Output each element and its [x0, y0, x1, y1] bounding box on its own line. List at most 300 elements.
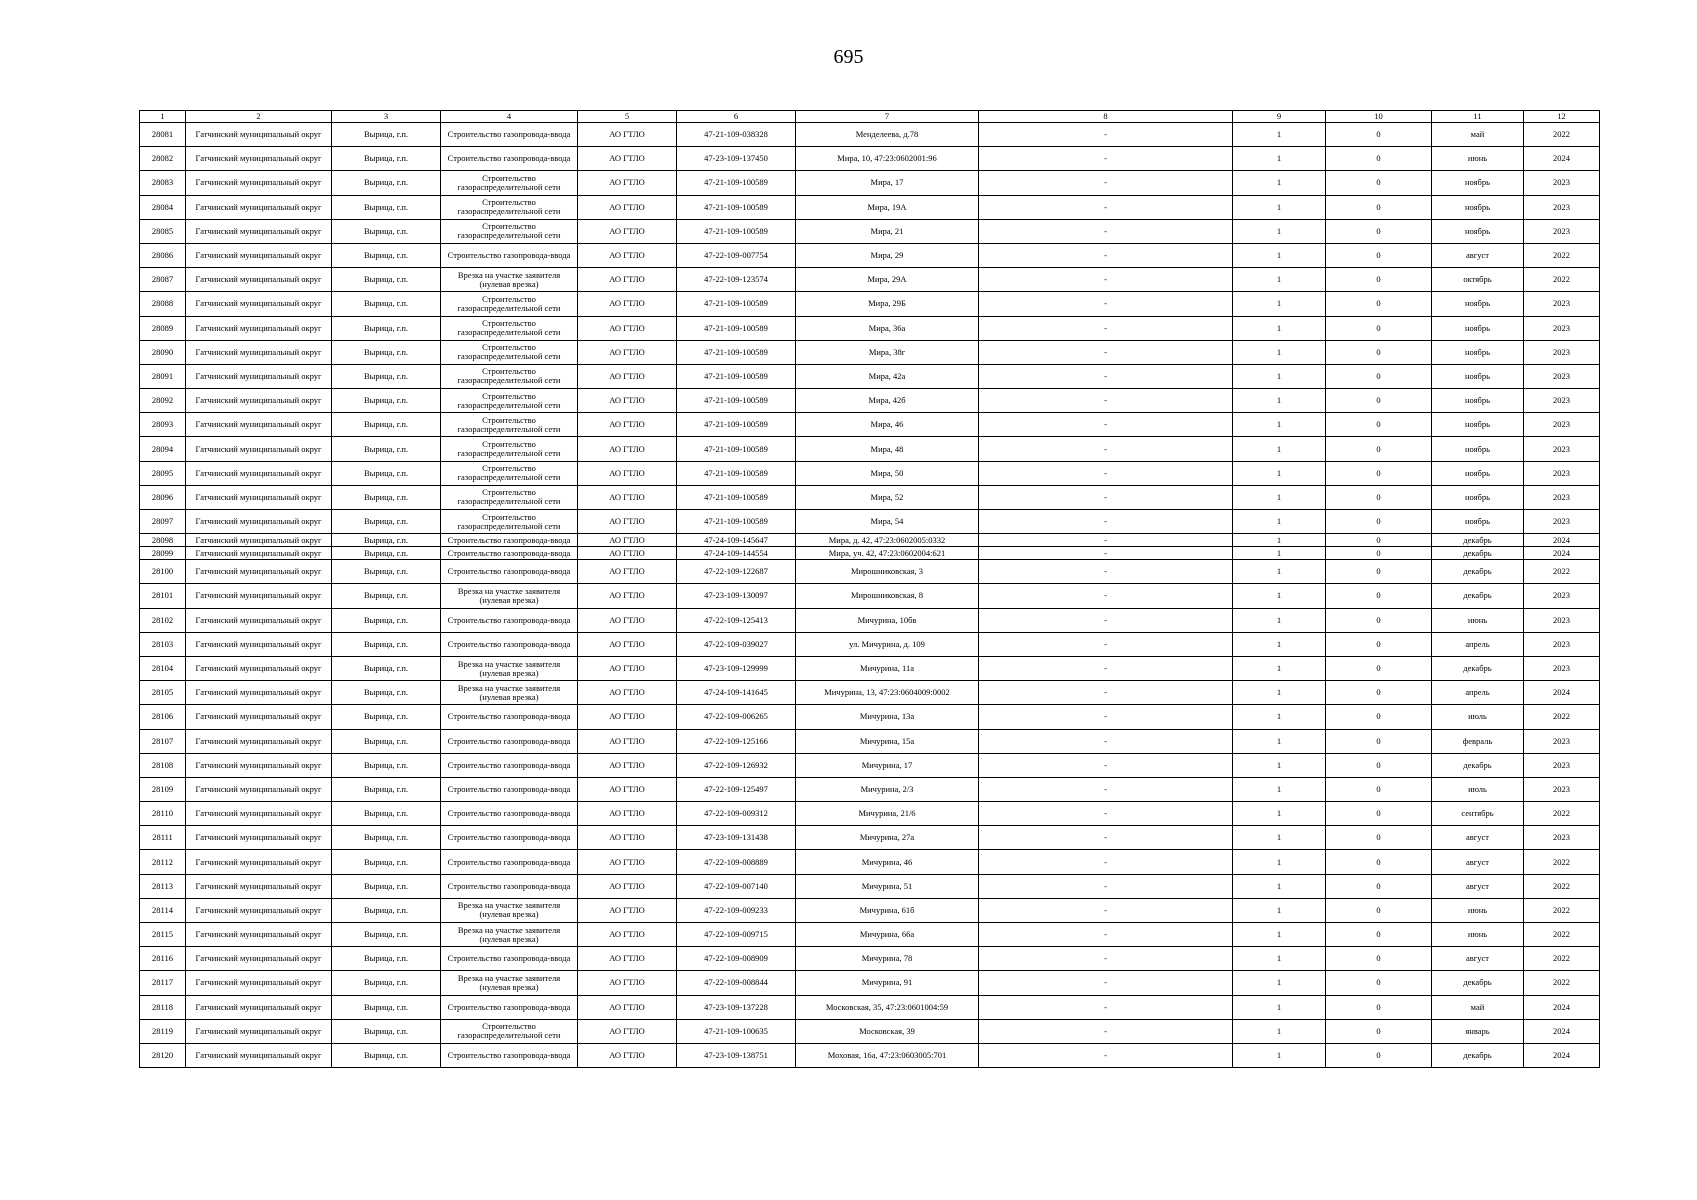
table-cell: 28090: [140, 340, 186, 364]
table-cell: 2023: [1524, 753, 1600, 777]
table-cell: 1: [1233, 1019, 1326, 1043]
table-cell: Вырица, г.п.: [332, 340, 441, 364]
table-cell: 2024: [1524, 547, 1600, 560]
column-header: 11: [1432, 111, 1524, 123]
table-cell: 47-22-109-007754: [677, 243, 796, 267]
table-cell: ноябрь: [1432, 437, 1524, 461]
table-cell: Мичурина, 15а: [796, 729, 979, 753]
table-cell: АО ГТЛО: [578, 219, 677, 243]
table-cell: 2022: [1524, 243, 1600, 267]
table-cell: 47-22-109-125413: [677, 608, 796, 632]
table-cell: Вырица, г.п.: [332, 874, 441, 898]
table-cell: Гатчинский муниципальный округ: [186, 340, 332, 364]
table-cell: декабрь: [1432, 1043, 1524, 1067]
table-cell: 28108: [140, 753, 186, 777]
table-cell: 47-21-109-100589: [677, 171, 796, 195]
table-cell: ноябрь: [1432, 413, 1524, 437]
table-cell: Вырица, г.п.: [332, 292, 441, 316]
table-cell: Вырица, г.п.: [332, 656, 441, 680]
table-cell: 28084: [140, 195, 186, 219]
table-cell: декабрь: [1432, 547, 1524, 560]
table-cell: май: [1432, 123, 1524, 147]
table-cell: Вырица, г.п.: [332, 219, 441, 243]
table-cell: Мира, 29А: [796, 268, 979, 292]
table-cell: 0: [1326, 971, 1432, 995]
table-cell: Гатчинский муниципальный округ: [186, 195, 332, 219]
table-row: [140, 656, 1600, 680]
table-cell: Вырица, г.п.: [332, 681, 441, 705]
table-cell: 1: [1233, 413, 1326, 437]
table-cell: 0: [1326, 729, 1432, 753]
table-cell: декабрь: [1432, 584, 1524, 608]
table-cell: 47-23-109-137450: [677, 147, 796, 171]
column-header: 12: [1524, 111, 1600, 123]
table-cell: 1: [1233, 656, 1326, 680]
table-cell: Вырица, г.п.: [332, 1019, 441, 1043]
table-cell: 1: [1233, 850, 1326, 874]
table-cell: 0: [1326, 681, 1432, 705]
table-cell: 28113: [140, 874, 186, 898]
table-cell: 2022: [1524, 802, 1600, 826]
table-cell: -: [979, 534, 1233, 547]
table-cell: 47-22-109-125166: [677, 729, 796, 753]
table-cell: ноябрь: [1432, 461, 1524, 485]
table-cell: 2023: [1524, 608, 1600, 632]
table-row: [140, 874, 1600, 898]
table-cell: 1: [1233, 364, 1326, 388]
table-cell: Строительство газораспределительной сети: [441, 413, 578, 437]
table-cell: -: [979, 1019, 1233, 1043]
table-cell: 0: [1326, 632, 1432, 656]
table-cell: Гатчинский муниципальный округ: [186, 923, 332, 947]
table-cell: 28109: [140, 777, 186, 801]
table-cell: Строительство газораспределительной сети: [441, 510, 578, 534]
table-cell: АО ГТЛО: [578, 389, 677, 413]
table-cell: 0: [1326, 413, 1432, 437]
table-cell: -: [979, 729, 1233, 753]
table-row: [140, 147, 1600, 171]
table-cell: Вырица, г.п.: [332, 584, 441, 608]
table-cell: 1: [1233, 243, 1326, 267]
table-cell: Гатчинский муниципальный округ: [186, 389, 332, 413]
table-cell: июнь: [1432, 147, 1524, 171]
table-cell: -: [979, 923, 1233, 947]
table-cell: АО ГТЛО: [578, 195, 677, 219]
table-cell: 2022: [1524, 268, 1600, 292]
table-cell: Мира, 46: [796, 413, 979, 437]
table-cell: Мирошниковская, 8: [796, 584, 979, 608]
table-cell: Строительство газопровода-ввода: [441, 608, 578, 632]
table-cell: Мира, 17: [796, 171, 979, 195]
table-cell: август: [1432, 243, 1524, 267]
table-cell: 1: [1233, 729, 1326, 753]
table-row: [140, 243, 1600, 267]
table-cell: Мира, 48: [796, 437, 979, 461]
table-cell: 1: [1233, 340, 1326, 364]
table-cell: ноябрь: [1432, 292, 1524, 316]
table-row: [140, 389, 1600, 413]
table-cell: АО ГТЛО: [578, 753, 677, 777]
table-cell: Гатчинский муниципальный округ: [186, 656, 332, 680]
table-cell: Мичурина, 10бв: [796, 608, 979, 632]
table-cell: 47-24-109-145647: [677, 534, 796, 547]
table-cell: апрель: [1432, 681, 1524, 705]
table-cell: ноябрь: [1432, 316, 1524, 340]
table-cell: декабрь: [1432, 534, 1524, 547]
table-cell: Строительство газораспределительной сети: [441, 461, 578, 485]
table-cell: АО ГТЛО: [578, 437, 677, 461]
table-cell: 1: [1233, 389, 1326, 413]
table-cell: АО ГТЛО: [578, 874, 677, 898]
table-cell: Гатчинский муниципальный округ: [186, 510, 332, 534]
table-cell: 28116: [140, 947, 186, 971]
table-cell: 28117: [140, 971, 186, 995]
table-cell: 28100: [140, 560, 186, 584]
table-cell: август: [1432, 947, 1524, 971]
table-cell: АО ГТЛО: [578, 850, 677, 874]
table-cell: -: [979, 195, 1233, 219]
table-cell: 28098: [140, 534, 186, 547]
table-cell: Мира, 42б: [796, 389, 979, 413]
table-cell: 0: [1326, 656, 1432, 680]
table-cell: АО ГТЛО: [578, 292, 677, 316]
table-cell: -: [979, 705, 1233, 729]
column-header: 4: [441, 111, 578, 123]
table-cell: АО ГТЛО: [578, 268, 677, 292]
table-cell: 0: [1326, 389, 1432, 413]
table-cell: 1: [1233, 268, 1326, 292]
table-cell: 2023: [1524, 826, 1600, 850]
table-cell: 47-24-109-141645: [677, 681, 796, 705]
table-cell: 28102: [140, 608, 186, 632]
table-cell: 1: [1233, 437, 1326, 461]
table-cell: 0: [1326, 485, 1432, 509]
table-cell: Вырица, г.п.: [332, 413, 441, 437]
table-cell: Врезка на участке заявителя (нулевая врезка): [441, 898, 578, 922]
table-cell: Вырица, г.п.: [332, 826, 441, 850]
table-cell: -: [979, 971, 1233, 995]
table-cell: 1: [1233, 898, 1326, 922]
table-cell: 28081: [140, 123, 186, 147]
table-cell: 47-22-109-125497: [677, 777, 796, 801]
table-cell: Строительство газопровода-ввода: [441, 850, 578, 874]
table-cell: -: [979, 316, 1233, 340]
table-cell: -: [979, 485, 1233, 509]
table-cell: 1: [1233, 485, 1326, 509]
table-cell: Гатчинский муниципальный округ: [186, 292, 332, 316]
table-cell: 2022: [1524, 123, 1600, 147]
table-cell: 2023: [1524, 485, 1600, 509]
table-row: [140, 971, 1600, 995]
table-cell: АО ГТЛО: [578, 729, 677, 753]
table-cell: -: [979, 219, 1233, 243]
table-cell: 2022: [1524, 560, 1600, 584]
table-cell: Строительство газопровода-ввода: [441, 632, 578, 656]
table-cell: июнь: [1432, 608, 1524, 632]
table-cell: 1: [1233, 584, 1326, 608]
table-row: [140, 802, 1600, 826]
table-cell: Мира, 36а: [796, 316, 979, 340]
table-cell: Вырица, г.п.: [332, 461, 441, 485]
table-cell: АО ГТЛО: [578, 898, 677, 922]
table-cell: Гатчинский муниципальный округ: [186, 802, 332, 826]
table-cell: 1: [1233, 510, 1326, 534]
table-cell: Вырица, г.п.: [332, 485, 441, 509]
table-cell: ноябрь: [1432, 171, 1524, 195]
table-cell: ноябрь: [1432, 485, 1524, 509]
table-cell: 1: [1233, 971, 1326, 995]
table-cell: -: [979, 147, 1233, 171]
table-cell: Гатчинский муниципальный округ: [186, 268, 332, 292]
table-cell: Строительство газораспределительной сети: [441, 1019, 578, 1043]
table-cell: АО ГТЛО: [578, 681, 677, 705]
table-cell: Московская, 35, 47:23:0601004:59: [796, 995, 979, 1019]
table-cell: Строительство газопровода-ввода: [441, 995, 578, 1019]
table-cell: 47-22-109-123574: [677, 268, 796, 292]
table-cell: Вырица, г.п.: [332, 364, 441, 388]
table-cell: Вырица, г.п.: [332, 389, 441, 413]
table-row: [140, 608, 1600, 632]
table-cell: Мира, 19А: [796, 195, 979, 219]
table-row: [140, 705, 1600, 729]
table-cell: Гатчинский муниципальный округ: [186, 461, 332, 485]
table-cell: август: [1432, 826, 1524, 850]
table-cell: 47-21-109-100589: [677, 195, 796, 219]
table-cell: 0: [1326, 947, 1432, 971]
table-cell: Гатчинский муниципальный округ: [186, 547, 332, 560]
table-cell: Строительство газораспределительной сети: [441, 316, 578, 340]
table-cell: 0: [1326, 705, 1432, 729]
table-cell: Строительство газораспределительной сети: [441, 340, 578, 364]
table-cell: 28083: [140, 171, 186, 195]
table-cell: 47-22-109-008889: [677, 850, 796, 874]
table-cell: 2024: [1524, 1019, 1600, 1043]
table-cell: 1: [1233, 632, 1326, 656]
table-cell: Гатчинский муниципальный округ: [186, 947, 332, 971]
table-cell: 28091: [140, 364, 186, 388]
table-cell: 0: [1326, 171, 1432, 195]
table-cell: 47-22-109-122687: [677, 560, 796, 584]
table-cell: Вырица, г.п.: [332, 268, 441, 292]
table-cell: Мира, 54: [796, 510, 979, 534]
table-cell: Строительство газопровода-ввода: [441, 123, 578, 147]
table-cell: июль: [1432, 705, 1524, 729]
table-cell: 47-21-109-100589: [677, 389, 796, 413]
table-row: [140, 364, 1600, 388]
table-cell: Гатчинский муниципальный округ: [186, 608, 332, 632]
table-cell: 1: [1233, 461, 1326, 485]
table-cell: АО ГТЛО: [578, 560, 677, 584]
table-cell: 47-21-109-100589: [677, 413, 796, 437]
table-cell: Вырица, г.п.: [332, 195, 441, 219]
table-cell: АО ГТЛО: [578, 534, 677, 547]
column-header: 7: [796, 111, 979, 123]
table-cell: АО ГТЛО: [578, 802, 677, 826]
table-cell: АО ГТЛО: [578, 947, 677, 971]
table-cell: 0: [1326, 802, 1432, 826]
table-cell: АО ГТЛО: [578, 413, 677, 437]
column-header: 8: [979, 111, 1233, 123]
table-row: [140, 632, 1600, 656]
column-header: 9: [1233, 111, 1326, 123]
table-cell: июнь: [1432, 898, 1524, 922]
table-cell: 47-22-109-008844: [677, 971, 796, 995]
table-cell: 0: [1326, 243, 1432, 267]
table-cell: 47-23-109-137228: [677, 995, 796, 1019]
table-cell: Строительство газораспределительной сети: [441, 195, 578, 219]
table-cell: 1: [1233, 1043, 1326, 1067]
table-cell: Мира, 21: [796, 219, 979, 243]
column-header: 3: [332, 111, 441, 123]
table-cell: 28089: [140, 316, 186, 340]
table-cell: 1: [1233, 547, 1326, 560]
table-cell: 28115: [140, 923, 186, 947]
table-cell: 2022: [1524, 705, 1600, 729]
table-cell: 28085: [140, 219, 186, 243]
table-cell: Гатчинский муниципальный округ: [186, 1019, 332, 1043]
table-cell: Мира, 38г: [796, 340, 979, 364]
table-cell: 1: [1233, 777, 1326, 801]
table-cell: 28095: [140, 461, 186, 485]
table-cell: ноябрь: [1432, 195, 1524, 219]
table-cell: Гатчинский муниципальный округ: [186, 413, 332, 437]
table-cell: Мичурина, 2/3: [796, 777, 979, 801]
table-cell: Мичурина, 46: [796, 850, 979, 874]
table-cell: 28106: [140, 705, 186, 729]
table-cell: АО ГТЛО: [578, 123, 677, 147]
table-cell: Строительство газораспределительной сети: [441, 437, 578, 461]
table-cell: Вырица, г.п.: [332, 971, 441, 995]
table-cell: Врезка на участке заявителя (нулевая врезка): [441, 923, 578, 947]
table-cell: Мичурина, 13, 47:23:0604009:0002: [796, 681, 979, 705]
table-cell: Мира, уч. 42, 47:23:0602004:621: [796, 547, 979, 560]
table-cell: АО ГТЛО: [578, 608, 677, 632]
table-row: [140, 123, 1600, 147]
table-cell: 0: [1326, 584, 1432, 608]
table-cell: 47-21-109-100589: [677, 461, 796, 485]
table-row: [140, 995, 1600, 1019]
table-cell: -: [979, 243, 1233, 267]
table-cell: Мичурина, 21/6: [796, 802, 979, 826]
table-cell: Вырица, г.п.: [332, 560, 441, 584]
table-cell: Вырица, г.п.: [332, 510, 441, 534]
table-cell: Вырица, г.п.: [332, 947, 441, 971]
table-cell: АО ГТЛО: [578, 547, 677, 560]
table-cell: АО ГТЛО: [578, 147, 677, 171]
table-cell: -: [979, 340, 1233, 364]
table-cell: АО ГТЛО: [578, 316, 677, 340]
table-row: [140, 1043, 1600, 1067]
table-cell: ноябрь: [1432, 219, 1524, 243]
table-cell: Гатчинский муниципальный округ: [186, 753, 332, 777]
table-cell: 1: [1233, 195, 1326, 219]
table-cell: -: [979, 947, 1233, 971]
table-cell: 2022: [1524, 874, 1600, 898]
table-cell: Мира, 50: [796, 461, 979, 485]
table-row: [140, 316, 1600, 340]
table-row: [140, 898, 1600, 922]
table-row: [140, 584, 1600, 608]
table-cell: АО ГТЛО: [578, 584, 677, 608]
table-cell: 28107: [140, 729, 186, 753]
table-cell: 47-21-109-100589: [677, 219, 796, 243]
table-cell: 0: [1326, 826, 1432, 850]
table-cell: 47-23-109-131438: [677, 826, 796, 850]
page-number: 695: [833, 46, 864, 68]
table-cell: Вырица, г.п.: [332, 534, 441, 547]
table-cell: октябрь: [1432, 268, 1524, 292]
table-cell: 0: [1326, 777, 1432, 801]
column-header: 1: [140, 111, 186, 123]
table-cell: -: [979, 389, 1233, 413]
table-cell: АО ГТЛО: [578, 340, 677, 364]
table-cell: -: [979, 656, 1233, 680]
table-cell: 0: [1326, 437, 1432, 461]
table-body: [140, 123, 1600, 1068]
table-cell: 1: [1233, 753, 1326, 777]
table-cell: 1: [1233, 947, 1326, 971]
table-row: [140, 547, 1600, 560]
table-cell: Гатчинский муниципальный округ: [186, 995, 332, 1019]
table-cell: 1: [1233, 705, 1326, 729]
table-cell: 0: [1326, 219, 1432, 243]
table-cell: Гатчинский муниципальный округ: [186, 971, 332, 995]
table-cell: -: [979, 874, 1233, 898]
table-cell: Вырица, г.п.: [332, 850, 441, 874]
table-cell: Гатчинский муниципальный округ: [186, 437, 332, 461]
table-cell: 1: [1233, 171, 1326, 195]
table-cell: 0: [1326, 874, 1432, 898]
table-cell: 28119: [140, 1019, 186, 1043]
table-cell: Вырица, г.п.: [332, 1043, 441, 1067]
table-cell: 28101: [140, 584, 186, 608]
table-cell: АО ГТЛО: [578, 777, 677, 801]
table-cell: 2023: [1524, 219, 1600, 243]
table-cell: декабрь: [1432, 753, 1524, 777]
table-cell: -: [979, 510, 1233, 534]
table-cell: Гатчинский муниципальный округ: [186, 874, 332, 898]
table-cell: 1: [1233, 147, 1326, 171]
table-cell: Гатчинский муниципальный округ: [186, 534, 332, 547]
table-row: [140, 219, 1600, 243]
table-row: [140, 681, 1600, 705]
table-cell: 47-22-109-126932: [677, 753, 796, 777]
table-cell: 2023: [1524, 292, 1600, 316]
table-row: [140, 729, 1600, 753]
table-cell: 47-22-109-009715: [677, 923, 796, 947]
table-cell: Менделеева, д.78: [796, 123, 979, 147]
table-cell: Строительство газопровода-ввода: [441, 560, 578, 584]
table-cell: -: [979, 584, 1233, 608]
table-cell: -: [979, 364, 1233, 388]
table-cell: 2024: [1524, 1043, 1600, 1067]
table-cell: Мичурина, 91: [796, 971, 979, 995]
table-cell: Гатчинский муниципальный округ: [186, 219, 332, 243]
table-cell: 2023: [1524, 316, 1600, 340]
table-cell: Вырица, г.п.: [332, 123, 441, 147]
table-cell: Гатчинский муниципальный округ: [186, 705, 332, 729]
table-cell: Мичурина, 11а: [796, 656, 979, 680]
table-cell: Вырица, г.п.: [332, 547, 441, 560]
table-cell: 2024: [1524, 534, 1600, 547]
table-cell: АО ГТЛО: [578, 632, 677, 656]
table-row: [140, 753, 1600, 777]
table-cell: АО ГТЛО: [578, 243, 677, 267]
table-cell: 0: [1326, 1043, 1432, 1067]
table-cell: Гатчинский муниципальный округ: [186, 632, 332, 656]
table-cell: -: [979, 898, 1233, 922]
table-cell: 2022: [1524, 923, 1600, 947]
